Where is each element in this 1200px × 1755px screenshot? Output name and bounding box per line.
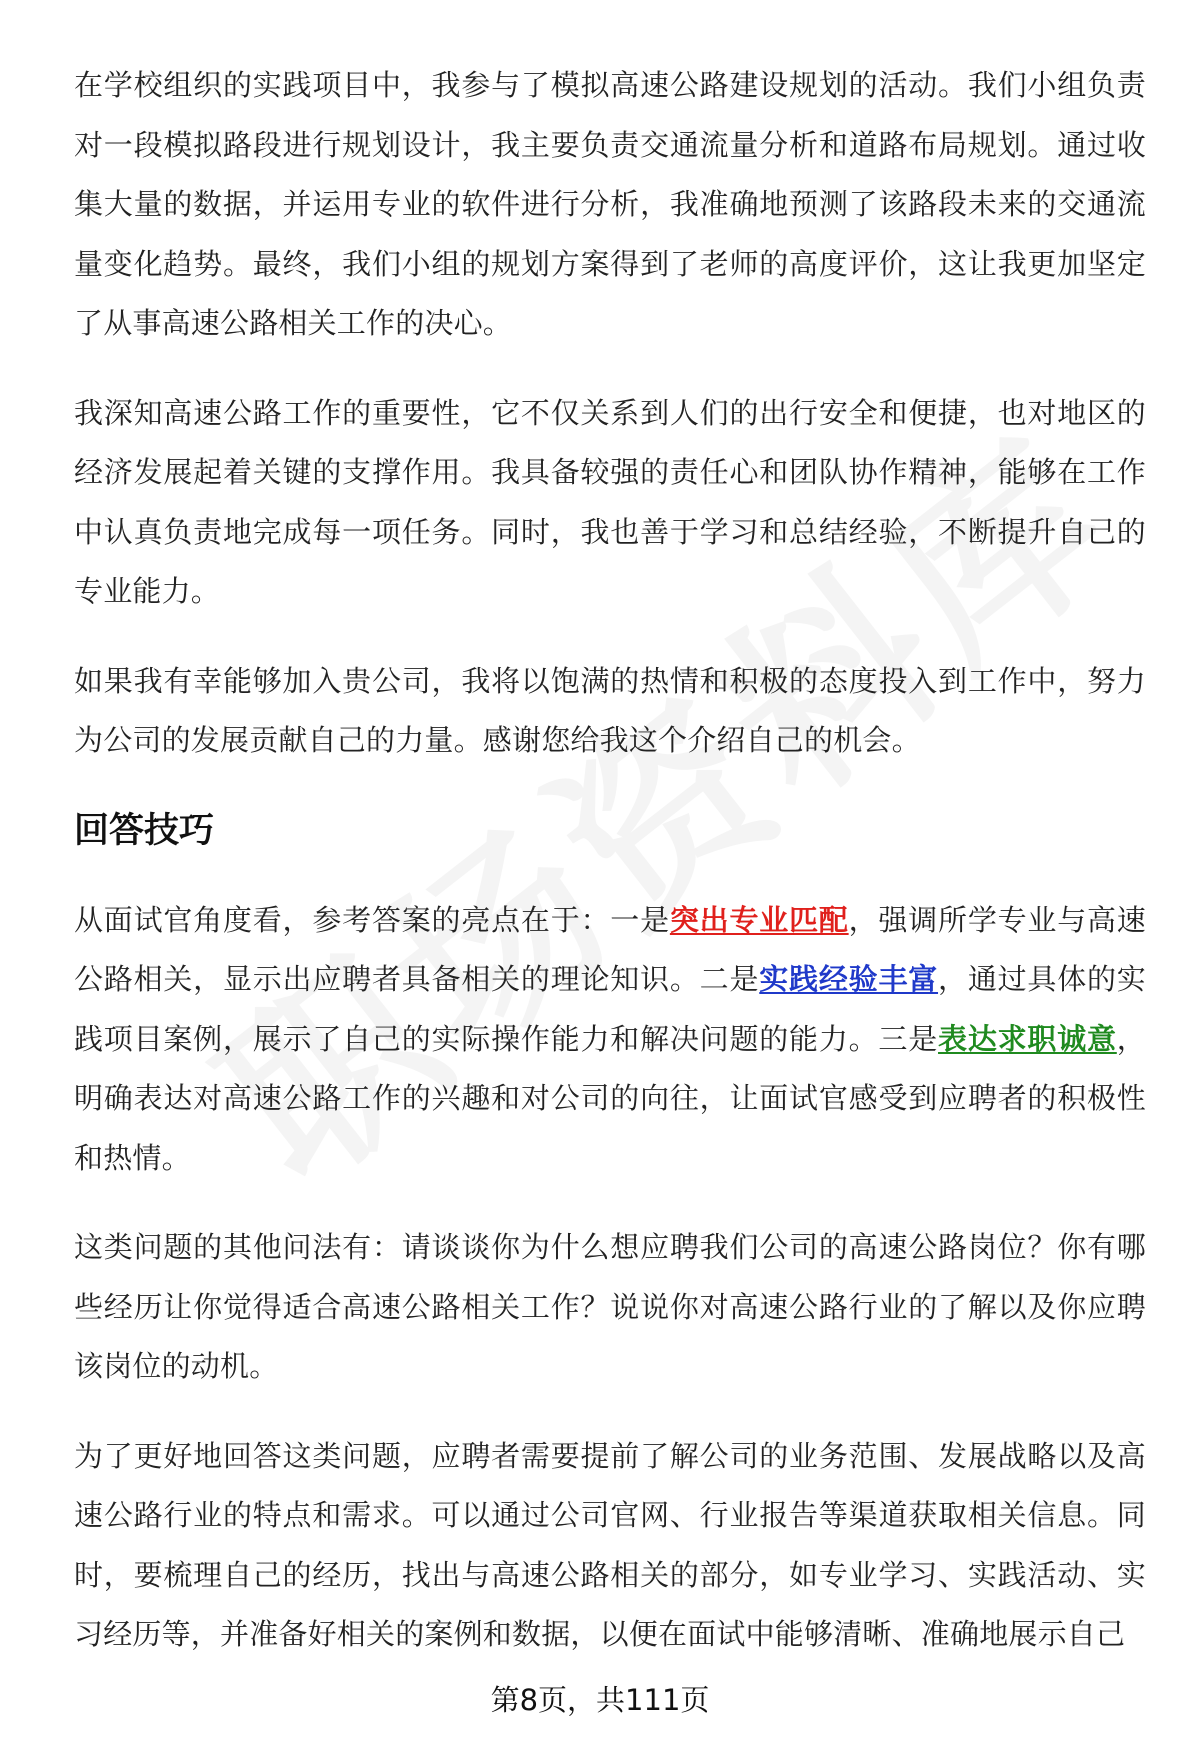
tips-text-4: ，明确表达对高速公路工作的兴趣和对公司的向往，让面试官感受到应聘者的积极性和热情。 [74,1021,1146,1175]
document-page [74,56,1146,1695]
highlight-job-sincerity: 表达求职诚意 [938,1021,1117,1056]
highlight-practical-experience: 实践经验丰富 [759,962,939,996]
page-number-footer: 第8页，共111页 [490,1683,710,1717]
paragraph-closing: 如果我有幸能够加入贵公司，我将以饱满的热情和积极的态度投入到工作中，努力为公司的发展贡献自己的力量。感谢您给我这个介绍自己的机会。 [74,663,1146,757]
section-heading: 回答技巧 [74,810,215,851]
paragraph-other-questions: 这类问题的其他问法有：请谈谈你为什么想应聘我们公司的高速公路岗位？你有哪些经历让你觉得适合高速公路相关工作？说说你对高速公路行业的了解以及你应聘该岗位的动机。 [74,1230,1146,1383]
tips-text-1: 从面试官角度看，参考答案的亮点在于：一是 [74,902,670,937]
paragraph-importance: 我深知高速公路工作的重要性，它不仅关系到人们的出行安全和便捷，也对地区的经济发展起着关键的支撑作用。我具备较强的责任心和团队协作精神，能够在工作中认真负责地完成每一项任务。同时，我也善于学习和总结经验，不断提升自己的专业能力。 [74,395,1146,608]
paragraph-practice-project: 在学校组织的实践项目中，我参与了模拟高速公路建设规划的活动。我们小组负责对一段模拟路段进行规划设计，我主要负责交通流量分析和道路布局规划。通过收集大量的数据，并运用专业的软件进行分析，我准确地预测了该路段未来的交通流量变化趋势。最终，我们小组的规划方案得到了老师的高度评价，这让我更加坚定了从事高速公路相关工作的决心。 [74,68,1146,340]
highlight-professional-match: 突出专业匹配 [669,902,849,937]
tips-text-3: ，通过具体的实践项目案例，展示了自己的实际操作能力和解决问题的能力。三是 [74,962,1146,1056]
paragraph-tips [74,891,1146,1189]
tips-text-2: ，强调所学专业与高速公路相关，显示出应聘者具备相关的理论知识。二是 [74,902,1146,996]
paragraph-preparation: 为了更好地回答这类问题，应聘者需要提前了解公司的业务范围、发展战略以及高速公路行业的特点和需求。可以通过公司官网、行业报告等渠道获取相关信息。同时，要梳理自己的经历，找出与高速公路相关的部分，如专业学习、实践活动、实习经历等，并准备好相关的案例和数据，以便在面试中能够清晰、准确地展示自己 [74,1438,1146,1651]
